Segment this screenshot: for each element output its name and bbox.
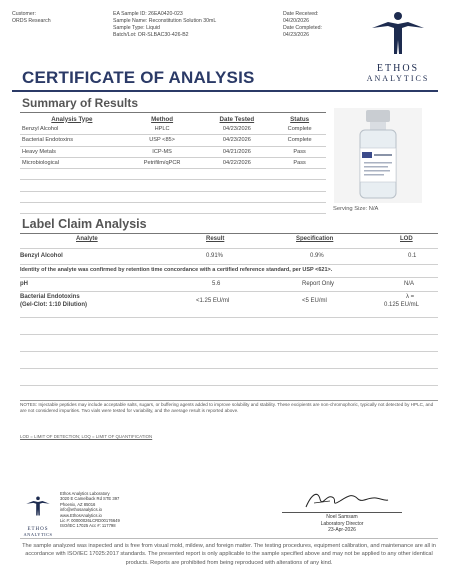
analyte-endotoxin-method: (Gel-Clot: 1:10 Dilution) (20, 302, 87, 308)
row-divider (20, 368, 438, 369)
lab-address (60, 491, 120, 529)
result-ph: 5.6 (212, 281, 221, 287)
signature (300, 489, 390, 511)
table-row (20, 146, 326, 157)
signatory-name: Noel Samsam (326, 514, 358, 520)
row-divider (20, 264, 438, 265)
lod-benzyl: 0.1 (408, 253, 417, 259)
cell-date: 04/21/2026 (200, 146, 273, 157)
date-received-label: Date Received: (283, 11, 319, 17)
table-row (20, 253, 438, 263)
table-row (20, 281, 438, 291)
cell-method: HPLC (124, 124, 201, 135)
cell-status: Complete (273, 124, 326, 135)
col-method: Method (151, 115, 174, 123)
sample-type: Sample Type: Liquid (113, 25, 160, 31)
identity-note: Identity of the analyte was confirmed by retention time concordance with a certified reference standard, per USP <621>. (20, 267, 333, 273)
lab-license: Lic #: 00000026LCRD00176649 (60, 518, 120, 524)
vial-photo (334, 108, 422, 203)
cell-date: 04/22/2026 (200, 157, 273, 168)
signatory-title: Laboratory Director (320, 520, 364, 527)
col-result: Result (206, 236, 225, 242)
lab-address-line2: Phoenix, AZ 85016 (60, 501, 96, 507)
result-benzyl: 0.91% (206, 253, 224, 259)
label-claim-heading: Label Claim Analysis (22, 217, 147, 231)
cell-date: 04/23/2026 (200, 135, 273, 146)
cell-analysis: Bacterial Endotoxins (20, 135, 124, 146)
result-endotoxin: <1.25 EU/ml (196, 298, 230, 304)
label-claim-rule (20, 233, 438, 234)
date-completed: 04/23/2026 (283, 32, 309, 38)
vial-icon (334, 108, 422, 203)
row-divider (20, 248, 438, 249)
ethos-figure-icon (358, 8, 438, 58)
lab-address-line1: 3020 E Camelback Rd STE 397 (60, 496, 120, 502)
row-divider (20, 291, 438, 292)
table-row (20, 124, 326, 135)
sample-name: Sample Name: Reconstitution Solution 30mL (113, 18, 217, 24)
lab-website: www.EthosAnalytics.io (60, 512, 102, 518)
analyte-endotoxin: Bacterial Endotoxins (20, 294, 80, 300)
ethos-logo (358, 8, 438, 83)
sample-info-block (113, 11, 216, 39)
disclaimer-text: The sample analyzed was inspected and is free from visual mold, mildew, and foreign matter. The testing procedures, equipment calibration, and maintenance are all in accordance with ISO/IEC 17025:2017 standards. The presented report is only applicable to the sample specified above and may not be applied to any other identical products. Reports are prohibited from being reproduced with alterations of any kind. (22, 543, 436, 566)
customer-block (12, 11, 51, 25)
spec-benzyl: 0.9% (310, 253, 324, 259)
analyte-ph: pH (20, 281, 28, 287)
cell-status: Complete (273, 135, 326, 146)
date-completed-label: Date Completed: (283, 25, 322, 31)
spec-ph: Report Only (302, 281, 335, 287)
summary-rule (20, 112, 326, 113)
lod-definition: LOD = LIMIT OF DETECTION; LOQ = LIMIT OF QUANTIFICATION (20, 434, 153, 439)
dates-block (283, 11, 322, 39)
certificate-title: CERTIFICATE OF ANALYSIS (22, 68, 255, 87)
spec-endotoxin: <5 EU/ml (302, 298, 327, 304)
lod-endotoxin-value: 0.125 EU/mL (384, 302, 420, 308)
table-row (20, 157, 326, 168)
cell-analysis: Benzyl Alcohol (20, 124, 124, 135)
col-analyte: Analyte (76, 236, 98, 242)
col-analysis-type: Analysis Type (51, 115, 93, 123)
lod-endotoxin-symbol: λ = (406, 294, 415, 300)
signature-line (282, 512, 402, 513)
row-divider (20, 277, 438, 278)
lab-name: Ethos Analytics Laboratory (60, 491, 110, 496)
table-row-empty (20, 169, 326, 180)
cell-status: Pass (273, 146, 326, 157)
title-rule (12, 90, 438, 92)
lod-ph: N/A (404, 281, 415, 287)
col-specification: Specification (296, 236, 334, 242)
label-claim-header-row (20, 236, 438, 246)
cell-status: Pass (273, 157, 326, 168)
cell-analysis: Heavy Metals (20, 146, 124, 157)
row-divider (20, 351, 438, 352)
summary-heading: Summary of Results (22, 96, 139, 110)
summary-table (20, 114, 326, 214)
customer-name: ORDS Research (12, 18, 51, 24)
lab-logo-ethos: ETHOS (27, 527, 49, 532)
col-lod: LOD (400, 236, 413, 242)
col-date-tested: Date Tested (219, 115, 255, 123)
lab-logo-analytics: ANALYTICS (23, 532, 53, 537)
signatory-block (282, 514, 402, 534)
cell-method: ICP-MS (124, 146, 201, 157)
row-divider (20, 317, 438, 318)
lab-iso: ISO/IEC 17025 Acc #: 117798 (60, 523, 116, 529)
serving-size: Serving Size: N/A (333, 206, 379, 212)
lab-logo (20, 490, 56, 536)
sample-id: EA Sample ID: 26EA0420-023 (113, 11, 183, 17)
row-divider (20, 400, 438, 401)
logo-text-analytics: ANALYTICS (366, 74, 430, 83)
table-row (20, 135, 326, 146)
analyte-benzyl: Benzyl Alcohol (20, 253, 63, 259)
table-row-empty (20, 191, 326, 202)
ethos-figure-icon (20, 490, 56, 522)
notes-text: NOTES: Injectable peptides may include acceptable salts, sugars, or buffering agents added to improve solubility and stability. These excipients are non-chromophoric, typically not detected by HPLC, and are not considered impurities. Two vials were tested for variability, and the average result is reported above. (20, 402, 434, 413)
summary-header-row (20, 114, 326, 124)
table-row-empty (20, 203, 326, 214)
lab-email: info@ethosanalytics.io (60, 507, 102, 513)
col-status: Status (290, 115, 310, 123)
cell-date: 04/23/2026 (200, 124, 273, 135)
logo-text-ethos: ETHOS (376, 63, 420, 74)
batch-lot: Batch/Lot: OR-SLBAC30-426-B2 (113, 32, 189, 38)
cell-analysis: Microbiological (20, 157, 124, 168)
cell-method: USP <85> (124, 135, 201, 146)
table-row (20, 294, 438, 316)
cell-method: Petrifilm/qPCR (124, 157, 201, 168)
table-row-empty (20, 180, 326, 191)
signatory-date: 23-Apr-2026 (328, 527, 356, 534)
date-received: 04/20/2026 (283, 18, 309, 24)
customer-label: Customer: (12, 11, 36, 17)
row-divider (20, 385, 438, 386)
row-divider (20, 334, 438, 335)
footer-rule (20, 538, 438, 539)
